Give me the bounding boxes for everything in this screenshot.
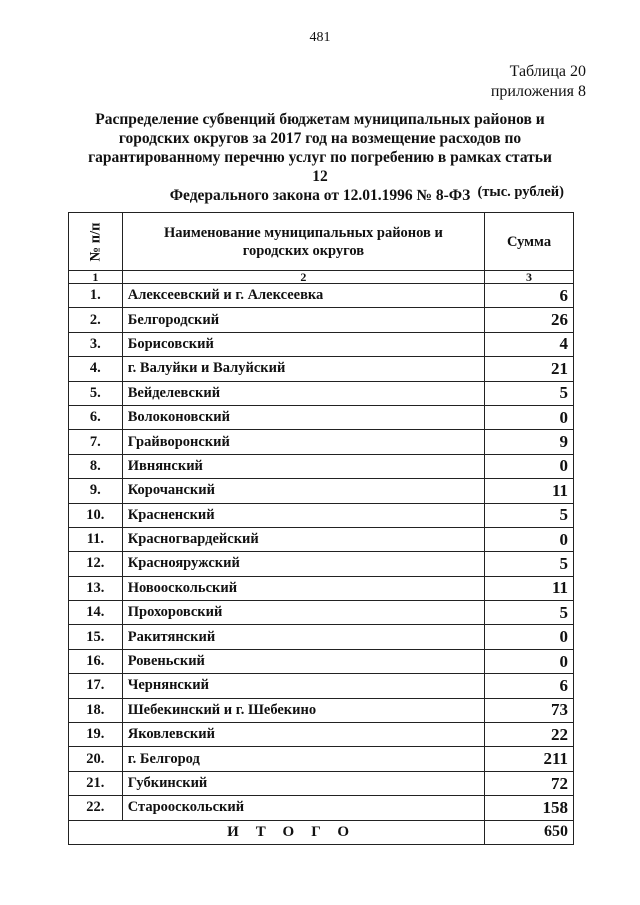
row-name: Красногвардейский <box>122 527 484 551</box>
row-name: Волоконовский <box>122 405 484 429</box>
row-name: Корочанский <box>122 479 484 503</box>
table-row <box>69 698 574 722</box>
row-number: 7. <box>69 430 123 454</box>
table-row <box>69 503 574 527</box>
row-name: Белгородский <box>122 308 484 332</box>
row-number: 22. <box>69 796 123 820</box>
row-number: 6. <box>69 405 123 429</box>
row-sum: 9 <box>485 430 574 454</box>
row-number: 12. <box>69 552 123 576</box>
row-number: 11. <box>69 527 123 551</box>
table-row <box>69 625 574 649</box>
table-ref-line1: Таблица 20 <box>509 63 586 80</box>
row-sum: 73 <box>485 698 574 722</box>
page-number: 481 <box>309 30 331 45</box>
row-name: Ивнянский <box>122 454 484 478</box>
table-row <box>69 601 574 625</box>
header-number <box>69 213 123 271</box>
table-row <box>69 527 574 551</box>
column-numbers-row <box>69 271 574 284</box>
row-name: Борисовский <box>122 332 484 356</box>
row-sum: 26 <box>485 308 574 332</box>
row-sum: 158 <box>485 796 574 820</box>
row-number: 13. <box>69 576 123 600</box>
column-number: 3 <box>485 271 574 284</box>
row-sum: 21 <box>485 357 574 381</box>
title-line: Распределение субвенций бюджетам муниципальных районов и <box>95 111 545 128</box>
table-row <box>69 479 574 503</box>
row-sum: 0 <box>485 527 574 551</box>
row-number: 8. <box>69 454 123 478</box>
row-name: Ракитянский <box>122 625 484 649</box>
table-row <box>69 552 574 576</box>
row-sum: 0 <box>485 625 574 649</box>
row-sum: 4 <box>485 332 574 356</box>
table-row <box>69 357 574 381</box>
header-sum: Сумма <box>485 213 574 271</box>
table-ref-line2: приложения 8 <box>490 83 586 100</box>
row-name: Ровеньский <box>122 649 484 673</box>
row-sum: 5 <box>485 381 574 405</box>
row-number: 4. <box>69 357 123 381</box>
table-body <box>69 284 574 821</box>
row-name: Краснояружский <box>122 552 484 576</box>
row-sum: 6 <box>485 284 574 308</box>
row-number: 14. <box>69 601 123 625</box>
table-row <box>69 747 574 771</box>
row-sum: 72 <box>485 771 574 795</box>
column-number: 1 <box>69 271 123 284</box>
row-sum: 5 <box>485 601 574 625</box>
row-number: 16. <box>69 649 123 673</box>
row-name: Чернянский <box>122 674 484 698</box>
table-header-row <box>69 213 574 271</box>
table-row <box>69 284 574 308</box>
row-sum: 211 <box>485 747 574 771</box>
table-row <box>69 649 574 673</box>
row-number: 15. <box>69 625 123 649</box>
row-number: 17. <box>69 674 123 698</box>
column-number: 2 <box>122 271 484 284</box>
row-sum: 0 <box>485 405 574 429</box>
row-sum: 5 <box>485 552 574 576</box>
row-number: 2. <box>69 308 123 332</box>
table-row <box>69 674 574 698</box>
title-line: Федерального закона от 12.01.1996 № 8-ФЗ <box>169 187 471 204</box>
row-name: Шебекинский и г. Шебекино <box>122 698 484 722</box>
total-row <box>69 820 574 844</box>
row-name: Красненский <box>122 503 484 527</box>
row-sum: 22 <box>485 723 574 747</box>
header-number-label: № п/п <box>87 222 104 261</box>
row-name: Яковлевский <box>122 723 484 747</box>
table-row <box>69 405 574 429</box>
table-row <box>69 454 574 478</box>
table-reference <box>491 62 586 102</box>
row-name: Губкинский <box>122 771 484 795</box>
row-name: Старооскольский <box>122 796 484 820</box>
row-sum: 0 <box>485 649 574 673</box>
row-number: 20. <box>69 747 123 771</box>
row-sum: 11 <box>485 576 574 600</box>
table-row <box>69 576 574 600</box>
table-row <box>69 332 574 356</box>
row-number: 10. <box>69 503 123 527</box>
table-row <box>69 430 574 454</box>
total-sum: 650 <box>485 820 574 844</box>
row-name: г. Валуйки и Валуйский <box>122 357 484 381</box>
row-number: 9. <box>69 479 123 503</box>
row-sum: 0 <box>485 454 574 478</box>
header-name: Наименование муниципальных районов и городских округов <box>122 213 484 271</box>
row-number: 5. <box>69 381 123 405</box>
table-row <box>69 771 574 795</box>
row-name: Грайворонский <box>122 430 484 454</box>
row-number: 1. <box>69 284 123 308</box>
row-name: г. Белгород <box>122 747 484 771</box>
row-sum: 6 <box>485 674 574 698</box>
title-line: гарантированному перечню услуг по погребению в рамках статьи 12 <box>88 149 552 185</box>
row-number: 3. <box>69 332 123 356</box>
row-number: 18. <box>69 698 123 722</box>
row-sum: 11 <box>485 479 574 503</box>
row-number: 19. <box>69 723 123 747</box>
row-number: 21. <box>69 771 123 795</box>
table-row <box>69 308 574 332</box>
table-row <box>69 796 574 820</box>
units-label: (тыс. рублей) <box>477 184 564 200</box>
row-name: Прохоровский <box>122 601 484 625</box>
row-sum: 5 <box>485 503 574 527</box>
title-line: городских округов за 2017 год на возмещение расходов по <box>118 130 522 147</box>
table-row <box>69 723 574 747</box>
row-name: Вейделевский <box>122 381 484 405</box>
row-name: Алексеевский и г. Алексеевка <box>122 284 484 308</box>
row-name: Новооскольский <box>122 576 484 600</box>
total-label: ИТОГО <box>69 820 485 844</box>
subsidy-table <box>68 212 574 845</box>
table-row <box>69 381 574 405</box>
